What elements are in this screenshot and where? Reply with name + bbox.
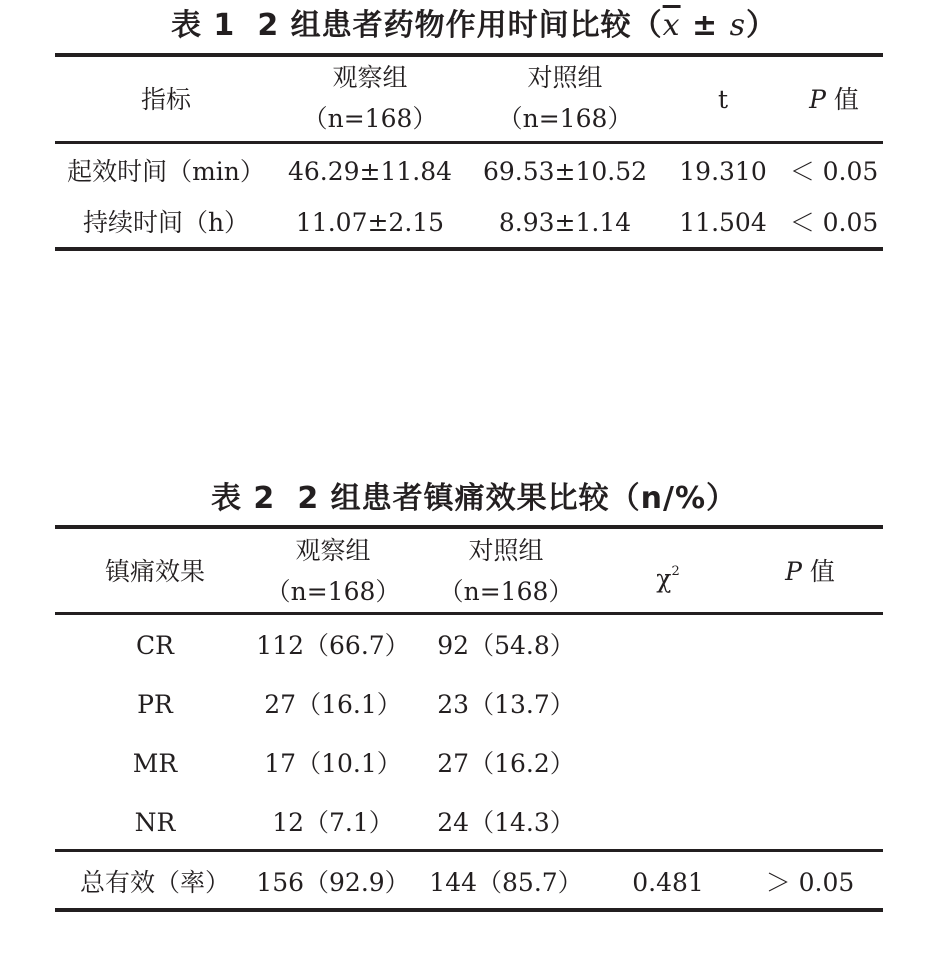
table2-row-obs: 12（7.1） bbox=[272, 808, 394, 837]
table1-title-pm: ± bbox=[680, 8, 730, 43]
table2-row-label: PR bbox=[137, 690, 173, 719]
table1-row-ctrl: 8.93±1.14 bbox=[498, 208, 632, 237]
table1-header-p-word: 值 bbox=[825, 85, 859, 114]
table1-mid-rule bbox=[55, 141, 883, 144]
table2-row-obs: 17（10.1） bbox=[264, 749, 402, 778]
table2-header-effect: 镇痛效果 bbox=[104, 557, 206, 586]
table2-row-ctrl: 23（13.7） bbox=[437, 690, 575, 719]
table1-header-obs-n: （n=168） bbox=[302, 104, 438, 133]
table2-total-obs: 156（92.9） bbox=[256, 868, 410, 897]
table2-title: 2 组患者镇痛效果比较（n/%） bbox=[297, 481, 738, 516]
table2-bottom-rule bbox=[55, 908, 883, 912]
table2-total-p: ＞ 0.05 bbox=[765, 868, 855, 897]
table2-total-rule bbox=[55, 849, 883, 852]
table2-row-obs: 27（16.1） bbox=[264, 690, 402, 719]
table2-row-label: NR bbox=[134, 808, 176, 837]
table2-row-obs: 112（66.7） bbox=[256, 631, 410, 660]
table1-row-label: 持续时间（h） bbox=[82, 208, 250, 237]
table2-mid-rule bbox=[55, 612, 883, 615]
table1-caption bbox=[0, 6, 948, 46]
table1-title: 2 组患者药物作用时间比较（ bbox=[257, 8, 663, 43]
table1-header-ctrl bbox=[498, 57, 633, 139]
table2-total-chi: 0.481 bbox=[632, 868, 704, 897]
table2-row-label: MR bbox=[132, 749, 178, 778]
table2-header-chi bbox=[656, 552, 679, 599]
table2-header-ctrl-label: 对照组 bbox=[468, 536, 544, 565]
table2-row-label: CR bbox=[136, 631, 174, 660]
table1-title-close: ） bbox=[746, 8, 777, 43]
table2-header-obs-label: 观察组 bbox=[295, 536, 371, 565]
table1-row-obs: 11.07±2.15 bbox=[295, 208, 445, 237]
table1-row-obs: 46.29±11.84 bbox=[287, 157, 453, 186]
table1-row-p: ＜ 0.05 bbox=[789, 208, 879, 237]
table1-top-rule bbox=[55, 53, 883, 57]
table1-header-indicator: 指标 bbox=[140, 85, 192, 114]
table2-row-ctrl: 92（54.8） bbox=[437, 631, 575, 660]
table1-row-t: 11.504 bbox=[679, 208, 767, 237]
table1-header-ctrl-label: 对照组 bbox=[527, 63, 603, 92]
table1-row-label: 起效时间（min） bbox=[67, 157, 265, 186]
table2-header-chi-letter: χ bbox=[656, 564, 672, 593]
table2-header-obs-n: （n=168） bbox=[265, 577, 401, 606]
table2-row-ctrl: 24（14.3） bbox=[437, 808, 575, 837]
table1-header-p-letter: P bbox=[809, 85, 826, 114]
table1-header-obs-label: 观察组 bbox=[332, 63, 408, 92]
table2-total-ctrl: 144（85.7） bbox=[429, 868, 583, 897]
table2-header-p-word: 值 bbox=[801, 557, 835, 586]
table2-total-label: 总有效（率） bbox=[79, 868, 231, 897]
table1-number: 表 1 bbox=[170, 8, 236, 43]
table1-header-t: t bbox=[717, 85, 729, 114]
table1-row-ctrl: 69.53±10.52 bbox=[482, 157, 648, 186]
table1-header-p bbox=[809, 80, 859, 120]
table2-number: 表 2 bbox=[210, 481, 276, 516]
table1-title-s: s bbox=[729, 8, 746, 43]
table2-header-obs bbox=[266, 530, 401, 612]
table2-top-rule bbox=[55, 525, 883, 529]
table1-header-ctrl-n: （n=168） bbox=[497, 104, 633, 133]
table1-title-xbar: $\overline{x}$ bbox=[662, 8, 681, 43]
table1-bottom-rule bbox=[55, 247, 883, 251]
table2-header-ctrl-n: （n=168） bbox=[438, 577, 574, 606]
table2-header-p bbox=[785, 552, 835, 592]
table2-header-chi-sup: 2 bbox=[671, 564, 680, 579]
table2-caption bbox=[0, 479, 948, 519]
table1-row-p: ＜ 0.05 bbox=[789, 157, 879, 186]
table1-header-obs bbox=[303, 57, 438, 139]
table2-row-ctrl: 27（16.2） bbox=[437, 749, 575, 778]
table1-row-t: 19.310 bbox=[679, 157, 767, 186]
table2-header-p-letter: P bbox=[785, 557, 802, 586]
table2-header-ctrl bbox=[439, 530, 574, 612]
